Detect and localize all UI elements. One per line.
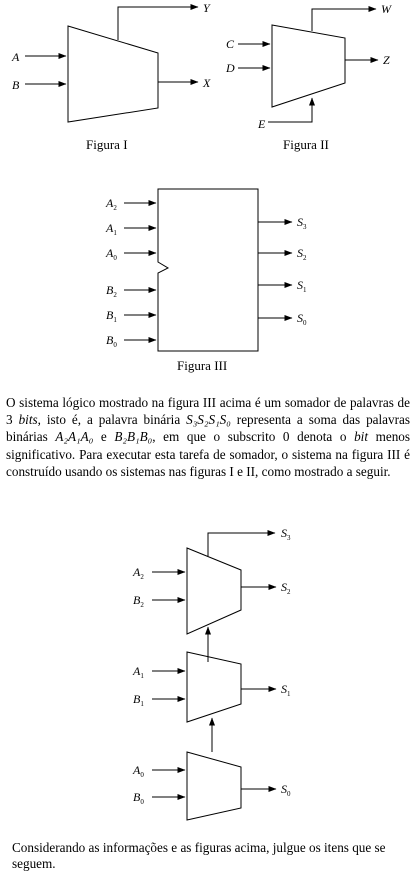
adder-label-s1: $S_1$	[281, 682, 291, 698]
figure-2-label-e: E	[258, 117, 266, 131]
adder-label-b0: $B_0$	[133, 790, 144, 806]
adder-carry-out-wire	[208, 533, 275, 556]
figure-3-label-b2: $B_2$	[106, 283, 117, 299]
adder-label-s3: $S_3$	[281, 526, 291, 542]
term-bits: bits	[18, 412, 38, 428]
figure-3-label-a2: $A_2$	[106, 196, 117, 212]
adder-label-a2: $A_2$	[133, 565, 144, 581]
adder-chain	[152, 533, 276, 820]
adder-label-s2: $S_2$	[281, 580, 291, 596]
adder-label-b2: $B_2$	[133, 593, 144, 609]
adder-stage-0-block	[187, 752, 241, 820]
figure-3	[124, 189, 292, 351]
figure-2-label-d: D	[226, 61, 235, 75]
figure-2-caption: Figura II	[283, 137, 329, 152]
figure-3-block	[158, 189, 258, 351]
figure-3-label-a1: $A_1$	[106, 221, 117, 237]
figure-3-label-s0: $S_0$	[297, 311, 307, 327]
figure-3-label-a0: $A_0$	[106, 246, 117, 262]
figure-1-caption: Figura I	[86, 137, 128, 152]
adder-stage-1-block	[187, 652, 241, 722]
description-paragraph: O sistema lógico mostrado na figura III acima é um somador de palavras de 3 bits, isto é, a palavra binária S₃S₂S₁S₀ representa a soma das palavras binárias A₂A₁A₀ e B₂B₁B₀, em que o subscrito 0 denota o bit menos significativo. Para executar esta tarefa de somador, o sistema na figura III é construído usando os sistemas nas figuras I e II, como mostrado a seguir.	[6, 395, 411, 479]
figure-3-label-b1: $B_1$	[106, 308, 117, 324]
figure-2-wire-w	[312, 9, 376, 31]
figure-2-block	[272, 25, 345, 107]
figure-1-label-y: Y	[203, 1, 210, 15]
closing-statement: Considerando as informações e as figuras acima, julgue os itens que se seguem.	[12, 840, 386, 871]
adder-label-a0: $A_0$	[133, 763, 144, 779]
figure-2-label-z: Z	[383, 53, 390, 67]
figure-1	[25, 7, 198, 122]
adder-label-s0: $S_0$	[281, 782, 291, 798]
word-b: B₂B₁B₀	[114, 429, 153, 445]
figure-3-label-s2: $S_2$	[297, 246, 307, 262]
adder-label-b1: $B_1$	[133, 692, 144, 708]
figure-1-wire-y	[118, 7, 198, 40]
figure-2-label-c: C	[226, 37, 235, 51]
figure-3-caption: Figura III	[177, 358, 228, 373]
figure-1-label-a: A	[12, 50, 20, 64]
figure-3-label-s1: $S_1$	[297, 278, 307, 294]
figure-2-label-w: W	[381, 2, 391, 16]
figure-1-block	[68, 26, 158, 122]
figure-3-label-s3: $S_3$	[297, 215, 307, 231]
word-a: A₂A₁A₀	[55, 429, 94, 445]
word-s: S₃S₂S₁S₀	[186, 412, 231, 428]
figure-3-label-b0: $B_0$	[106, 333, 117, 349]
adder-stage-2-block	[187, 548, 241, 634]
adder-label-a1: $A_1$	[133, 664, 144, 680]
figure-2	[238, 9, 378, 122]
figure-1-label-x: X	[203, 76, 211, 90]
term-bit: bit	[354, 429, 368, 445]
figure-1-label-b: B	[12, 78, 20, 92]
